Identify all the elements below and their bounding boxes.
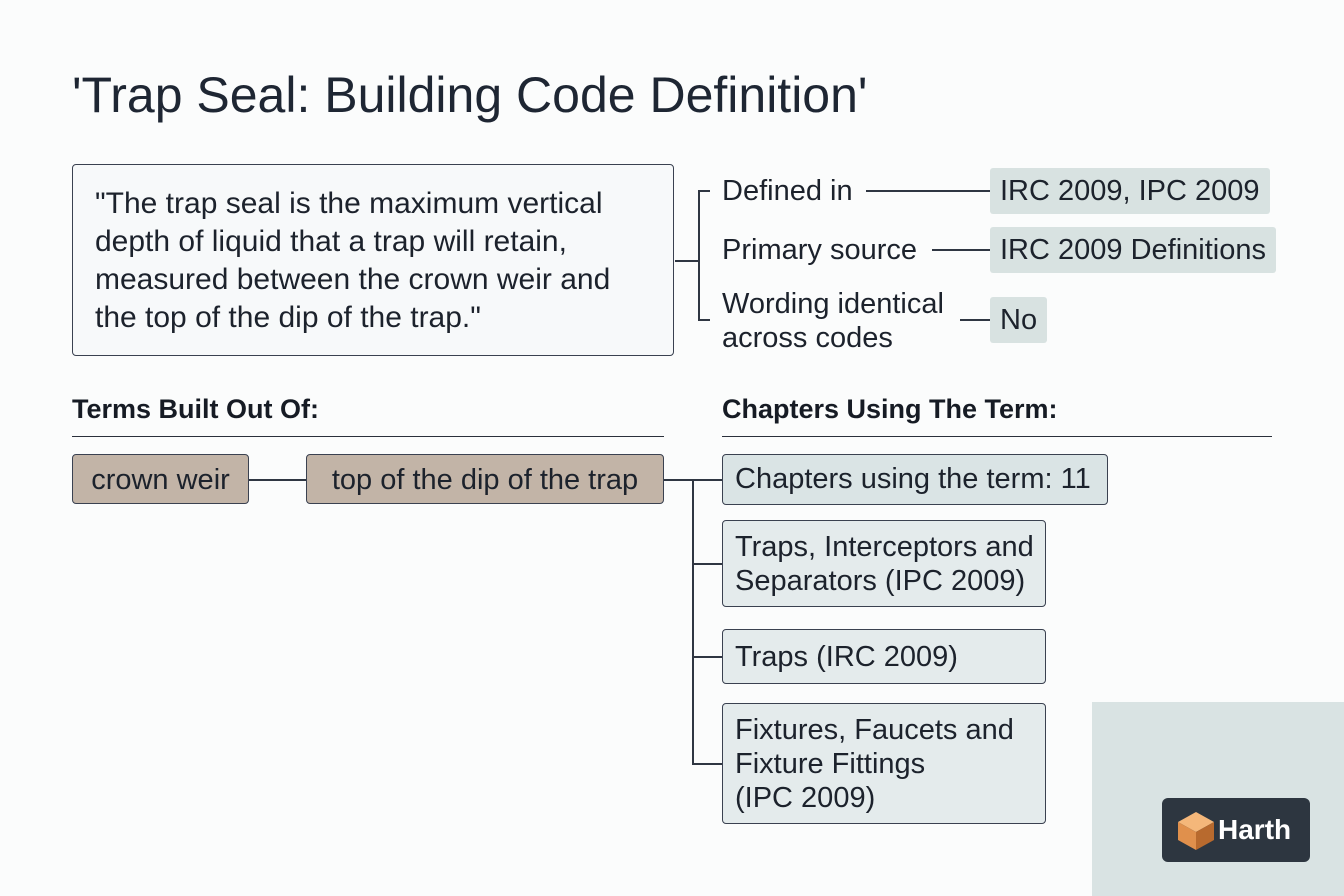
connector-line bbox=[692, 656, 722, 658]
section-divider bbox=[72, 436, 664, 437]
connector-line bbox=[692, 479, 694, 764]
chapter-line: Fixture Fittings bbox=[735, 748, 926, 780]
connector-line bbox=[866, 190, 990, 192]
connector-line bbox=[692, 563, 722, 565]
page-title: 'Trap Seal: Building Code Definition' bbox=[72, 67, 868, 123]
chapter-box-traps-irc bbox=[722, 629, 1046, 684]
term-box-top-of-dip: top of the dip of the trap bbox=[306, 454, 664, 504]
property-label-line: Wording identical bbox=[722, 288, 944, 320]
section-divider bbox=[722, 436, 1272, 437]
definition-line: the top of the dip of the trap." bbox=[95, 301, 481, 334]
connector-line bbox=[675, 260, 699, 262]
property-label-defined-in: Defined in bbox=[722, 175, 853, 207]
definition-line: depth of liquid that a trap will retain, bbox=[95, 225, 567, 258]
chapter-line: Fixtures, Faucets and bbox=[735, 714, 1014, 746]
definition-line: "The trap seal is the maximum vertical bbox=[95, 187, 603, 220]
chapter-line: Separators (IPC 2009) bbox=[735, 565, 1026, 597]
property-label-primary-source: Primary source bbox=[722, 234, 917, 266]
chapters-section-heading: Chapters Using The Term: bbox=[722, 394, 1058, 424]
connector-line bbox=[692, 763, 722, 765]
definition-box bbox=[72, 164, 674, 356]
connector-line bbox=[932, 249, 990, 251]
definition-line: measured between the crown weir and bbox=[95, 263, 611, 296]
property-label-wording-identical bbox=[722, 287, 944, 355]
term-box-crown-weir: crown weir bbox=[72, 454, 249, 504]
property-label-line: across codes bbox=[722, 322, 893, 354]
connector-line bbox=[698, 190, 700, 320]
chapter-line: Traps, Interceptors and bbox=[735, 531, 1034, 563]
terms-section-heading: Terms Built Out Of: bbox=[72, 394, 319, 424]
connector-line bbox=[698, 319, 710, 321]
property-value-wording-identical: No bbox=[990, 297, 1047, 343]
chapter-count-box: Chapters using the term: 11 bbox=[722, 454, 1108, 505]
chapter-line: Traps (IRC 2009) bbox=[735, 641, 958, 673]
property-value-defined-in: IRC 2009, IPC 2009 bbox=[990, 168, 1270, 214]
property-value-primary-source: IRC 2009 Definitions bbox=[990, 227, 1276, 273]
connector-line bbox=[249, 479, 306, 481]
chapter-line: (IPC 2009) bbox=[735, 782, 876, 814]
logo-text: Harth bbox=[1218, 814, 1292, 845]
brand-logo bbox=[1162, 798, 1310, 862]
chapter-box-traps-interceptors bbox=[722, 520, 1046, 607]
connector-line bbox=[698, 190, 710, 192]
cube-icon bbox=[1174, 808, 1218, 852]
chapter-box-fixtures bbox=[722, 703, 1046, 824]
connector-line bbox=[960, 319, 990, 321]
